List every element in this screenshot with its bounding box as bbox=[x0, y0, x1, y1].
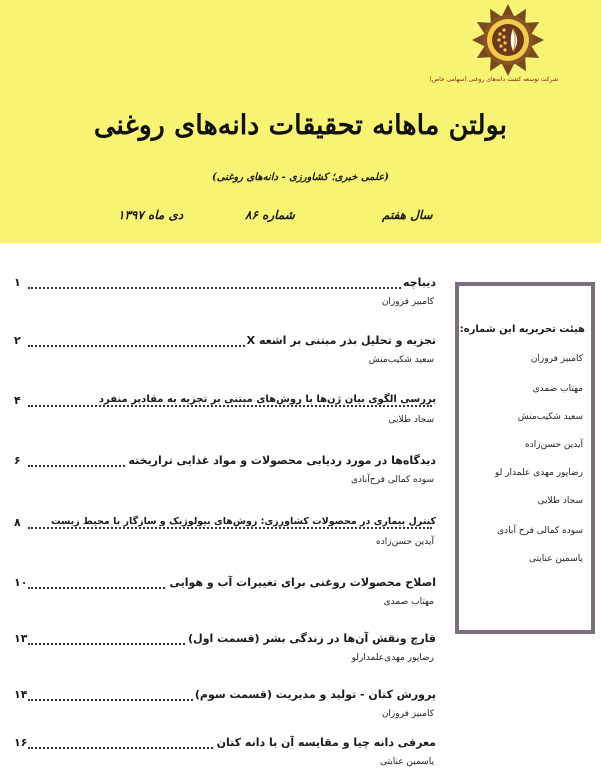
header-banner bbox=[0, 0, 601, 243]
toc-entry-page: ۱۰ bbox=[14, 576, 28, 589]
toc-entry-author: کامبیز فروزان bbox=[381, 709, 434, 719]
bulletin-subtitle: (علمی خبری؛ کشاورزی - دانه‌های روغنی) bbox=[212, 172, 389, 183]
toc-entry[interactable] bbox=[14, 688, 436, 719]
board-member: رضاپور مهدی علمدار لو bbox=[494, 468, 583, 478]
toc-entry-page: ۱۳ bbox=[14, 632, 28, 645]
toc-entry-author: سجاد طلایی bbox=[388, 415, 434, 425]
issue-date: دی ماه ۱۳۹۷ bbox=[118, 208, 184, 222]
toc-entry-title[interactable]: دیباچه bbox=[403, 276, 436, 289]
toc-entry-page: ۱۶ bbox=[14, 736, 28, 749]
toc-entry-title[interactable]: معرفی دانه چیا و مقایسه آن با دانه کتان bbox=[216, 736, 436, 749]
toc-entry-title[interactable]: پرورش کتان - تولید و مدیریت (قسمت سوم) bbox=[194, 688, 436, 701]
board-member: سجاد طلایی bbox=[537, 496, 583, 506]
toc-entry-page: ۱ bbox=[14, 276, 21, 289]
toc-entry[interactable] bbox=[14, 516, 436, 547]
toc-entry-page: ۱۴ bbox=[14, 688, 28, 701]
toc-entry-author: سوده کمالی فرح‌آبادی bbox=[351, 475, 434, 485]
toc-entry-title[interactable]: قارچ ونقش آن‌ها در زندگی بشر (قسمت اول) bbox=[188, 632, 436, 645]
editorial-board-title: هیئت تحریریه این شماره: bbox=[459, 324, 585, 335]
toc-entry[interactable] bbox=[14, 632, 436, 663]
board-member: کامبیز فروزان bbox=[530, 354, 583, 364]
toc-entry[interactable] bbox=[14, 276, 436, 307]
toc-entry-author: مهتاب صمدی bbox=[383, 597, 434, 607]
toc-leader-dots bbox=[28, 287, 432, 289]
issue-number: شماره ۸۶ bbox=[245, 208, 295, 222]
toc-entry-title[interactable]: اصلاح محصولات روغنی برای تغییرات آب و هوایی bbox=[169, 576, 436, 589]
toc-entry-author: کامبیز فروزان bbox=[381, 297, 434, 307]
toc-entry-page: ۶ bbox=[14, 454, 21, 467]
toc-entry-title[interactable]: تجزیه و تحلیل بذر مبتنی بر اشعه X bbox=[246, 334, 436, 347]
toc-entry-author: رضاپور مهدی‌علمدارلو bbox=[351, 653, 434, 663]
toc-leader-dots bbox=[28, 527, 432, 529]
board-member: سوده کمالی فرح آبادی bbox=[497, 526, 583, 536]
toc-leader-dots bbox=[28, 405, 432, 407]
toc-entry-page: ۸ bbox=[14, 516, 21, 529]
toc-entry[interactable] bbox=[14, 394, 436, 425]
toc-entry-author: سعید شکیب‌منش bbox=[368, 355, 434, 365]
board-member: یاسمین عنایتی bbox=[529, 554, 583, 564]
board-member: مهتاب صمدی bbox=[532, 384, 583, 394]
toc-entry-page: ۲ bbox=[14, 334, 21, 347]
board-member: آیدین حسن‌زاده bbox=[525, 440, 583, 450]
toc-entry[interactable] bbox=[14, 334, 436, 365]
editorial-board-box bbox=[455, 282, 595, 634]
toc-entry-title[interactable]: کنترل بیماری در محصولات کشاورزی: روش‌های بیولوژیک و سازگار با محیط زیست bbox=[50, 516, 436, 527]
bulletin-title: بولتن ماهانه تحقیقات دانه‌های روغنی bbox=[93, 110, 508, 141]
toc-entry-author: یاسمین عنایتی bbox=[380, 757, 434, 767]
toc-entry[interactable] bbox=[14, 736, 436, 767]
toc-entry-title[interactable]: بررسی الگوی بیان ژن‌ها با روش‌های مبتنی بر تجزیه به مقادیر منفرد bbox=[98, 394, 436, 405]
toc-entry[interactable] bbox=[14, 576, 436, 607]
issue-year: سال هفتم bbox=[382, 208, 433, 222]
toc-entry[interactable] bbox=[14, 454, 436, 485]
logo-caption: شرکت توسعه کشت دانه‌های روغنی (سهامی خاص) bbox=[429, 76, 558, 83]
toc-entry-title[interactable]: دیدگاه‌ها در مورد ردیابی محصولات و مواد غذایی تراریخته bbox=[128, 454, 436, 467]
toc-entry-author: آیدین حسن‌زاده bbox=[376, 537, 434, 547]
board-member: سعید شکیب‌منش bbox=[517, 412, 583, 422]
toc-entry-page: ۴ bbox=[14, 394, 21, 407]
